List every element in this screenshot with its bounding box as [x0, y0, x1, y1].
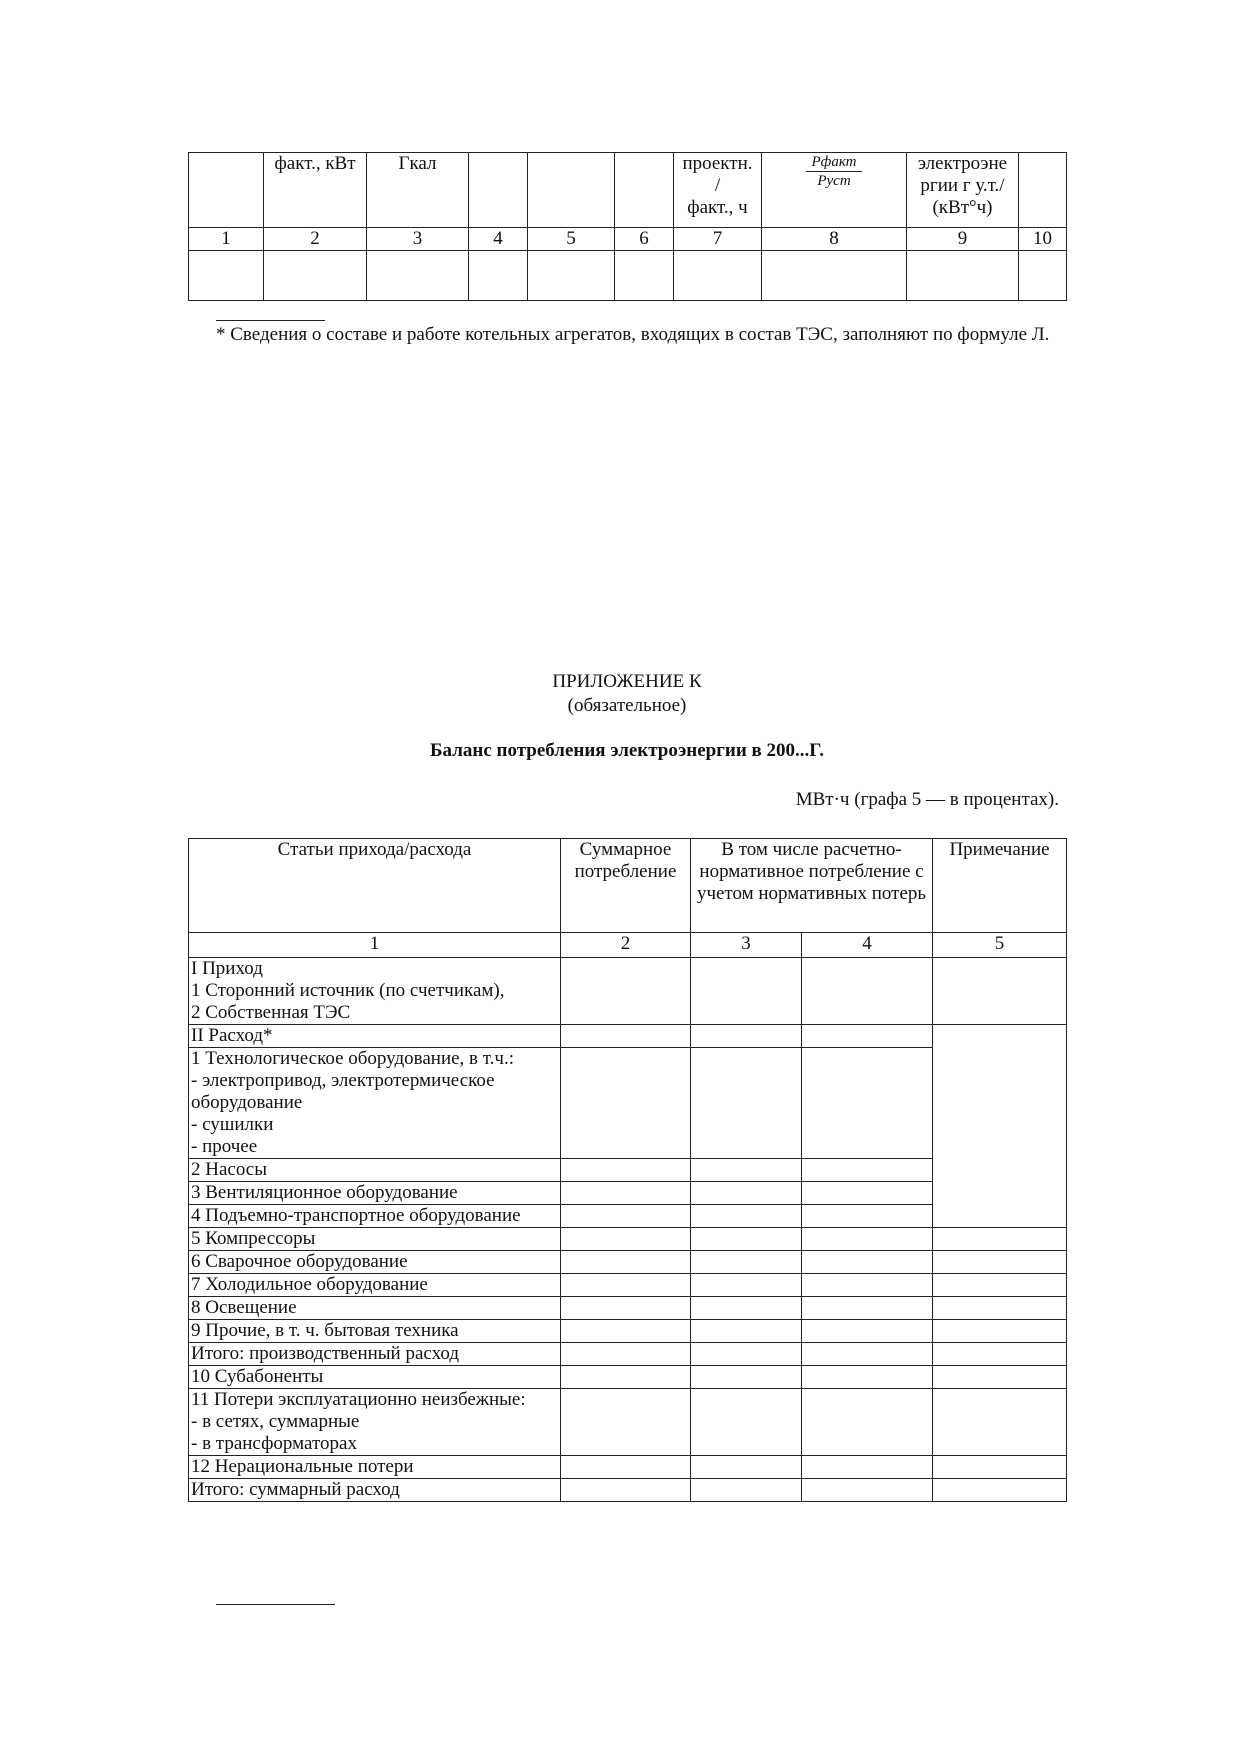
column-number: 10: [1019, 228, 1067, 251]
row-label: 10 Субабоненты: [189, 1366, 561, 1389]
header-cell-fraction: [762, 153, 907, 228]
boiler-table: [188, 152, 1067, 301]
table-row: [189, 1366, 1067, 1389]
column-number: 8: [762, 228, 907, 251]
note-cell: [933, 958, 1067, 1025]
column-number: 5: [528, 228, 615, 251]
value-cell: [691, 1048, 802, 1159]
units-note: МВт·ч (графа 5 — в процентах).: [795, 789, 1059, 810]
footnote-divider: [216, 1604, 335, 1605]
value-cell: [802, 1456, 933, 1479]
value-cell: [691, 958, 802, 1025]
appendix-heading: Баланс потребления электроэнергии в 200...Г.: [430, 740, 824, 761]
column-number: 2: [561, 933, 691, 958]
value-cell: [691, 1182, 802, 1205]
header-cell: Примечание: [933, 839, 1067, 933]
header-cell: [1019, 153, 1067, 228]
note-cell: [933, 1228, 1067, 1251]
column-number: 6: [615, 228, 674, 251]
value-cell: [561, 1366, 691, 1389]
header-cell: [615, 153, 674, 228]
value-cell: [802, 1274, 933, 1297]
value-cell: [561, 1182, 691, 1205]
header-cell: В том числе расчетно-нормативное потребление с учетом нормативных потерь: [691, 839, 933, 933]
value-cell: [691, 1025, 802, 1048]
value-cell: [691, 1274, 802, 1297]
value-cell: [802, 1343, 933, 1366]
note-cell: [933, 1479, 1067, 1502]
appendix-subtitle: (обязательное): [567, 695, 687, 716]
value-cell: [561, 1274, 691, 1297]
note-cell: [933, 1320, 1067, 1343]
value-cell: [561, 1159, 691, 1182]
value-cell: [691, 1389, 802, 1456]
table-row: [189, 1389, 1067, 1456]
value-cell: [561, 1025, 691, 1048]
note-cell: [933, 1251, 1067, 1274]
column-number: 1: [189, 933, 561, 958]
value-cell: [691, 1297, 802, 1320]
table-row: [189, 1479, 1067, 1502]
table-row: [189, 1456, 1067, 1479]
row-label: 1 Технологическое оборудование, в т.ч.: - электропривод, электротермическое оборудование - сушилки - прочее: [189, 1048, 561, 1159]
row-label: 8 Освещение: [189, 1297, 561, 1320]
value-cell: [802, 1297, 933, 1320]
note-cell: [933, 1297, 1067, 1320]
table-row: [189, 1343, 1067, 1366]
value-cell: [802, 1025, 933, 1048]
note-cell: [933, 1456, 1067, 1479]
row-label: 4 Подъемно-транспортное оборудование: [189, 1205, 561, 1228]
column-number: 5: [933, 933, 1067, 958]
value-cell: [691, 1366, 802, 1389]
value-cell: [802, 1159, 933, 1182]
header-cell: [469, 153, 528, 228]
note-cell: [933, 1389, 1067, 1456]
column-number: 3: [691, 933, 802, 958]
value-cell: [802, 1479, 933, 1502]
row-label: 2 Насосы: [189, 1159, 561, 1182]
header-cell: Суммарное потребление: [561, 839, 691, 933]
row-label: 3 Вентиляционное оборудование: [189, 1182, 561, 1205]
header-cell: проектн. / факт., ч: [674, 153, 762, 228]
value-cell: [691, 1205, 802, 1228]
row-label: 11 Потери эксплуатационно неизбежные: - в сетях, суммарные - в трансформаторах: [189, 1389, 561, 1456]
row-label: 6 Сварочное оборудование: [189, 1251, 561, 1274]
table-row: [189, 1251, 1067, 1274]
row-label: I Приход 1 Сторонний источник (по счетчикам), 2 Собственная ТЭС: [189, 958, 561, 1025]
column-number: 4: [802, 933, 933, 958]
value-cell: [561, 1251, 691, 1274]
column-number: 4: [469, 228, 528, 251]
column-number: 3: [367, 228, 469, 251]
table-row: [189, 958, 1067, 1025]
value-cell: [802, 1205, 933, 1228]
value-cell: [691, 1343, 802, 1366]
value-cell: [561, 1205, 691, 1228]
value-cell: [802, 1366, 933, 1389]
value-cell: [561, 1343, 691, 1366]
table-row: [189, 1320, 1067, 1343]
table-row: [189, 1228, 1067, 1251]
value-cell: [561, 1479, 691, 1502]
fraction: [806, 153, 863, 190]
note-cell: [933, 1025, 1067, 1228]
value-cell: [802, 1389, 933, 1456]
note-cell: [933, 1343, 1067, 1366]
header-cell: Статьи прихода/расхода: [189, 839, 561, 933]
footnote: * Сведения о составе и работе котельных агрегатов, входящих в состав ТЭС, заполняют по формуле Л.: [216, 324, 1050, 345]
note-cell: [933, 1274, 1067, 1297]
value-cell: [802, 1182, 933, 1205]
value-cell: [691, 1479, 802, 1502]
numerator: Рфакт: [806, 153, 863, 172]
value-cell: [802, 1320, 933, 1343]
value-cell: [802, 958, 933, 1025]
row-label: II Расход*: [189, 1025, 561, 1048]
table-row: [189, 1297, 1067, 1320]
value-cell: [802, 1251, 933, 1274]
row-label: 7 Холодильное оборудование: [189, 1274, 561, 1297]
value-cell: [691, 1228, 802, 1251]
value-cell: [691, 1251, 802, 1274]
row-label: 12 Нерациональные потери: [189, 1456, 561, 1479]
value-cell: [561, 1048, 691, 1159]
value-cell: [561, 1389, 691, 1456]
header-cell: Гкал: [367, 153, 469, 228]
header-cell: [528, 153, 615, 228]
value-cell: [802, 1048, 933, 1159]
value-cell: [691, 1320, 802, 1343]
row-label: 9 Прочие, в т. ч. бытовая техника: [189, 1320, 561, 1343]
row-label: 5 Компрессоры: [189, 1228, 561, 1251]
value-cell: [561, 1297, 691, 1320]
column-number: 9: [907, 228, 1019, 251]
value-cell: [802, 1228, 933, 1251]
row-label: Итого: производственный расход: [189, 1343, 561, 1366]
appendix-title: ПРИЛОЖЕНИЕ К: [552, 671, 702, 692]
header-cell: электроэне ргии г у.т./ (кВт°ч): [907, 153, 1019, 228]
footnote-divider: [216, 320, 325, 321]
table-row: [189, 1025, 1067, 1048]
value-cell: [561, 1456, 691, 1479]
value-cell: [691, 1456, 802, 1479]
value-cell: [691, 1159, 802, 1182]
denominator: Руст: [817, 173, 851, 189]
note-cell: [933, 1366, 1067, 1389]
header-cell: [189, 153, 264, 228]
table-row: [189, 1274, 1067, 1297]
value-cell: [561, 958, 691, 1025]
balance-table: [188, 838, 1067, 1502]
value-cell: [561, 1320, 691, 1343]
row-label: Итого: суммарный расход: [189, 1479, 561, 1502]
value-cell: [561, 1228, 691, 1251]
column-number: 7: [674, 228, 762, 251]
column-number: 2: [264, 228, 367, 251]
header-cell: факт., кВт: [264, 153, 367, 228]
column-number: 1: [189, 228, 264, 251]
